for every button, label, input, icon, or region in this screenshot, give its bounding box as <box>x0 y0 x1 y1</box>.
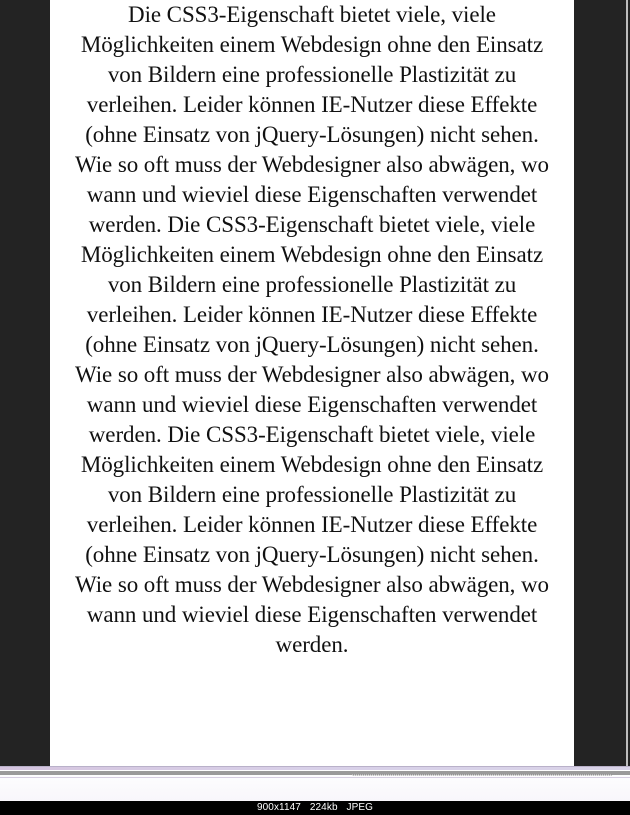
text-line: verleihen. Leider können IE-Nutzer diese Effekte <box>86 92 538 117</box>
text-line: Wie so oft muss der Webdesigner also abwägen, wo <box>75 572 549 597</box>
text-line: Möglichkeiten einem Webdesign ohne den Einsatz <box>80 452 544 477</box>
right-dark-panel <box>574 0 630 766</box>
strip-divider-light <box>0 777 630 778</box>
text-line: verleihen. Leider können IE-Nutzer diese Effekte <box>86 302 538 327</box>
content-column <box>50 0 574 766</box>
text-line: Wie so oft muss der Webdesigner also abwägen, wo <box>75 152 549 177</box>
text-line: (ohne Einsatz von jQuery-Lösungen) nicht sehen. <box>85 542 539 567</box>
text-line: wann und wieviel diese Eigenschaften verwendet <box>86 602 538 627</box>
text-line: wann und wieviel diese Eigenschaften verwendet <box>86 182 538 207</box>
image-filesize: 224kb <box>309 802 338 813</box>
text-line: Möglichkeiten einem Webdesign ohne den Einsatz <box>80 242 544 267</box>
text-line: von Bildern eine professionelle Plastizität zu <box>107 482 517 507</box>
text-line: werden. Die CSS3-Eigenschaft bietet viele, viele <box>88 422 536 447</box>
left-dark-panel <box>0 0 50 766</box>
text-line: Wie so oft muss der Webdesigner also abwägen, wo <box>75 362 549 387</box>
bottom-strip <box>0 766 630 802</box>
text-line: von Bildern eine professionelle Plastizität zu <box>107 272 517 297</box>
strip-marks <box>352 774 612 776</box>
text-line: werden. Die CSS3-Eigenschaft bietet viele, viele <box>88 212 536 237</box>
text-line: (ohne Einsatz von jQuery-Lösungen) nicht sehen. <box>85 122 539 147</box>
text-line: (ohne Einsatz von jQuery-Lösungen) nicht sehen. <box>85 332 539 357</box>
text-line: werden. <box>275 632 349 657</box>
body-text <box>50 0 574 660</box>
right-panel-edge <box>626 0 628 766</box>
text-line: Möglichkeiten einem Webdesign ohne den Einsatz <box>80 32 544 57</box>
text-line: Die CSS3-Eigenschaft bietet viele, viele <box>128 2 496 27</box>
strip-highlight <box>0 767 630 770</box>
text-line: verleihen. Leider können IE-Nutzer diese Effekte <box>86 512 538 537</box>
text-line: wann und wieviel diese Eigenschaften verwendet <box>86 392 538 417</box>
image-format: JPEG <box>346 802 374 813</box>
image-caption <box>0 801 630 815</box>
text-line: von Bildern eine professionelle Plastizität zu <box>107 62 517 87</box>
image-dimensions: 900x1147 <box>256 802 301 813</box>
